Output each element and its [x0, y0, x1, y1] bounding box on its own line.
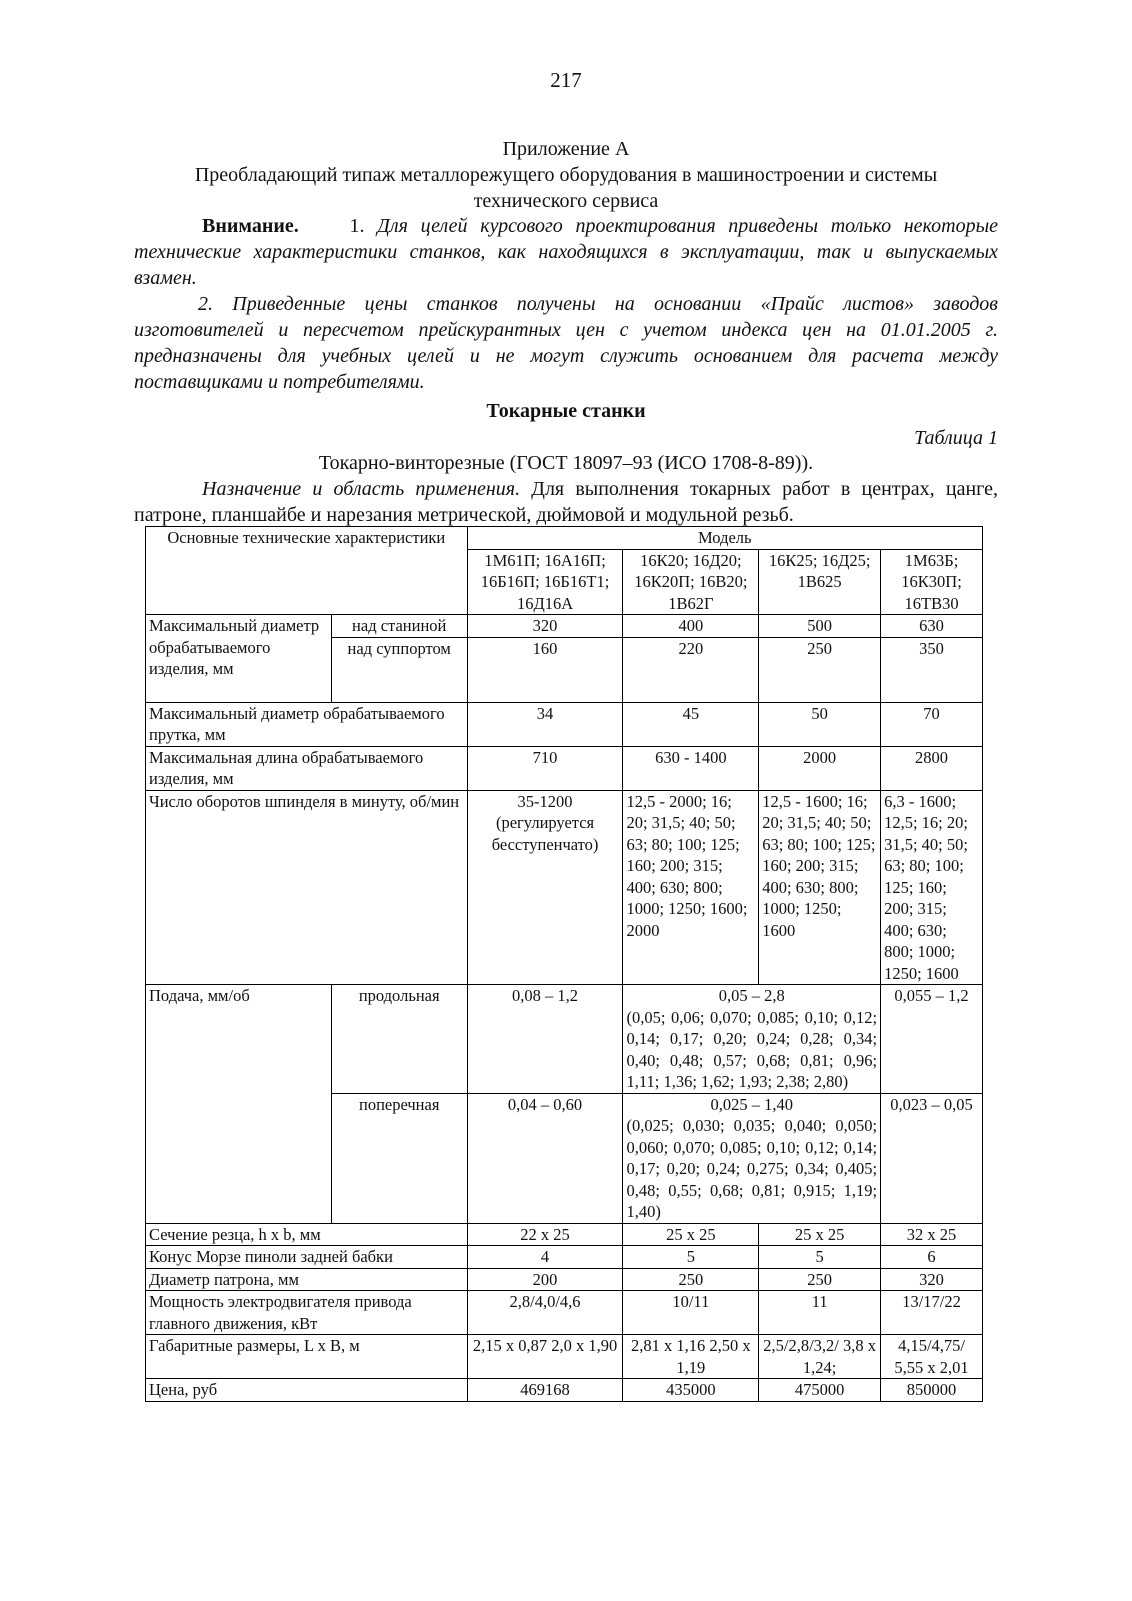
model-3: 16К25; 16Д25; 1В625 — [759, 549, 881, 615]
table-cell: 12,5 - 2000; 16; 20; 31,5; 40; 50; 63; 80; 100; 125; 160; 200; 315; 400; 630; 800; 1000; 1250; 1600; 2000 — [623, 790, 759, 985]
table-cell: 469168 — [467, 1379, 623, 1402]
table-header-row — [146, 527, 983, 550]
table-cell: 4,15/4,75/ 5,55 x 2,01 — [881, 1335, 983, 1379]
table-cell: 0,023 – 0,05 — [881, 1093, 983, 1223]
table-row — [146, 985, 983, 1094]
purpose-text: Для выполнения токарных работ в центрах, цанге, патроне, планшайбе и нарезания метрической, дюймовой и модульной резьб. — [134, 478, 998, 526]
table-cell: 0,04 – 0,60 — [467, 1093, 623, 1223]
max-length-label: Максимальная длина обрабатываемого изделия, мм — [146, 746, 468, 790]
cross-mid-list: (0,025; 0,030; 0,035; 0,040; 0,050; 0,060; 0,070; 0,085; 0,10; 0,12; 0,14; 0,17; 0,20; 0,24; 0,275; 0,34; 0,405; 0,48; 0,55; 0,68; 0,81; 0,915; 1,19; 1,40) — [626, 1116, 878, 1221]
price-note — [134, 291, 998, 395]
table-cell: 2,8/4,0/4,6 — [467, 1291, 623, 1335]
table-cell: 35-1200 (регулируется бесступенчато) — [467, 790, 623, 985]
longitudinal-label: продольная — [331, 985, 467, 1094]
table-cell: 850000 — [881, 1379, 983, 1402]
table-cell: 400 — [623, 615, 759, 638]
feed-label: Подача, мм/об — [146, 985, 332, 1224]
longitudinal-mid-range: 0,05 – 2,8 — [718, 986, 785, 1005]
longitudinal-mid-list: (0,05; 0,06; 0,070; 0,085; 0,10; 0,12; 0,14; 0,17; 0,20; 0,24; 0,28; 0,34; 0,40; 0,48; 0,57; 0,68; 0,81; 0,96; 1,11; 1,36; 1,62; 1,93; 2,38; 2,80) — [626, 1007, 878, 1091]
attention-text: Для целей курсового проектирования приведены только некоторые технические характеристики станков, как находящихся в эксплуатации, так и выпускаемых взамен. — [134, 215, 999, 289]
appendix-subtitle-line2: технического сервиса — [473, 190, 659, 212]
table-row — [146, 702, 983, 746]
lathe-specs-table — [145, 526, 983, 1402]
table-cell: 11 — [759, 1291, 881, 1335]
table-cell: 250 — [759, 637, 881, 702]
table-cell: 320 — [881, 1268, 983, 1291]
model-2: 16К20; 16Д20; 16К20П; 16В20; 1В62Г — [623, 549, 759, 615]
purpose-paragraph — [134, 476, 998, 528]
table-label: Таблица 1 — [914, 427, 998, 449]
table-cell: 500 — [759, 615, 881, 638]
table-row — [146, 790, 983, 985]
over-bed-label: над станиной — [331, 615, 467, 638]
table-cell: 2800 — [881, 746, 983, 790]
model-1: 1М61П; 16А16П; 16Б16П; 16Б16Т1; 16Д16А — [467, 549, 623, 615]
table-cell: 630 - 1400 — [623, 746, 759, 790]
model-4: 1М63Б; 16К30П; 16ТВ30 — [881, 549, 983, 615]
table-row — [146, 1268, 983, 1291]
table-row — [146, 1223, 983, 1246]
attention-label: Внимание. — [202, 215, 299, 237]
table-cell: 13/17/22 — [881, 1291, 983, 1335]
table-row — [146, 615, 983, 638]
table-cell: 350 — [881, 637, 983, 702]
table-cell: 475000 — [759, 1379, 881, 1402]
appendix-subtitle-line1: Преобладающий типаж металлорежущего оборудования в машиностроении и системы — [194, 164, 938, 186]
table-cell: 630 — [881, 615, 983, 638]
table-cell: 250 — [759, 1268, 881, 1291]
table-cell: 320 — [467, 615, 623, 638]
table-cell: 22 x 25 — [467, 1223, 623, 1246]
price-label: Цена, руб — [146, 1379, 468, 1402]
price-note-text: 2. Приведенные цены станков получены на основании «Прайс листов» заводов изготовителей и пересчетом прейскурантных цен с учетом индекса цен на 01.01.2005 г. предназначены для учебных целей и не могут служить основанием для расчета между поставщиками и потребителями. — [134, 293, 998, 393]
table-cell: 45 — [623, 702, 759, 746]
table-cell: 4 — [467, 1246, 623, 1269]
table-cell: 50 — [759, 702, 881, 746]
table-cell: 2,5/2,8/3,2/ 3,8 x 1,24; — [759, 1335, 881, 1379]
table-cell: 12,5 - 1600; 16; 20; 31,5; 40; 50; 63; 80; 100; 125; 160; 200; 315; 400; 630; 800; 1000; 1250; 1600 — [759, 790, 881, 985]
table-cell: 160 — [467, 637, 623, 702]
table-cell: 220 — [623, 637, 759, 702]
cross-mid-range: 0,025 – 1,40 — [710, 1094, 794, 1114]
table-cell: 0,055 – 1,2 — [881, 985, 983, 1094]
table-cell: 32 x 25 — [881, 1223, 983, 1246]
table-cell: 2,15 x 0,87 2,0 x 1,90 — [467, 1335, 623, 1379]
table-row — [146, 1291, 983, 1335]
table-row — [146, 746, 983, 790]
spindle-label: Число оборотов шпинделя в минуту, об/мин — [146, 790, 468, 985]
table-cell: 2,81 x 1,16 2,50 x 1,19 — [623, 1335, 759, 1379]
table-row — [146, 1246, 983, 1269]
power-label: Мощность электродвигателя привода главного движения, кВт — [146, 1291, 468, 1335]
table-title: Токарно-винторезные (ГОСТ 18097–93 (ИСО 1708-8-89)). — [318, 452, 814, 474]
table-cell: 34 — [467, 702, 623, 746]
header-characteristics: Основные технические характеристики — [146, 527, 468, 615]
table-cell: 710 — [467, 746, 623, 790]
morse-label: Конус Морзе пиноли задней бабки — [146, 1246, 468, 1269]
table-cell: 70 — [881, 702, 983, 746]
cross-label: поперечная — [331, 1093, 467, 1223]
appendix-subtitle — [134, 162, 998, 214]
table-row — [146, 1335, 983, 1379]
attention-number: 1. — [349, 215, 365, 237]
table-cell: 5 — [623, 1246, 759, 1269]
longitudinal-mid-cell — [623, 985, 881, 1094]
over-support-label: над суппортом — [331, 637, 467, 702]
table-cell: 10/11 — [623, 1291, 759, 1335]
section-heading: Токарные станки — [486, 400, 646, 422]
cutter-label: Сечение резца, h x b, мм — [146, 1223, 468, 1246]
table-cell: 435000 — [623, 1379, 759, 1402]
attention-note — [134, 213, 998, 291]
table-cell: 25 x 25 — [623, 1223, 759, 1246]
appendix-title: Приложение А — [502, 138, 630, 160]
bar-diameter-label: Максимальный диаметр обрабатываемого прутка, мм — [146, 702, 468, 746]
table-row — [146, 1379, 983, 1402]
chuck-label: Диаметр патрона, мм — [146, 1268, 468, 1291]
table-cell: 0,08 – 1,2 — [467, 985, 623, 1094]
max-diameter-label: Максимальный диаметр обрабатываемого изделия, мм — [146, 615, 332, 703]
dimensions-label: Габаритные размеры, L x B, м — [146, 1335, 468, 1379]
table-cell: 250 — [623, 1268, 759, 1291]
purpose-label: Назначение и область применения. — [202, 478, 521, 500]
table-cell: 6 — [881, 1246, 983, 1269]
table-cell: 6,3 - 1600; 12,5; 16; 20; 31,5; 40; 50; 63; 80; 100; 125; 160; 200; 315; 400; 630; 800; 1000; 1250; 1600 — [881, 790, 983, 985]
page-number: 217 — [550, 68, 582, 92]
table-cell: 25 x 25 — [759, 1223, 881, 1246]
table-cell: 2000 — [759, 746, 881, 790]
header-model: Модель — [467, 527, 982, 550]
table-cell: 5 — [759, 1246, 881, 1269]
table-cell: 200 — [467, 1268, 623, 1291]
cross-mid-cell — [623, 1093, 881, 1223]
